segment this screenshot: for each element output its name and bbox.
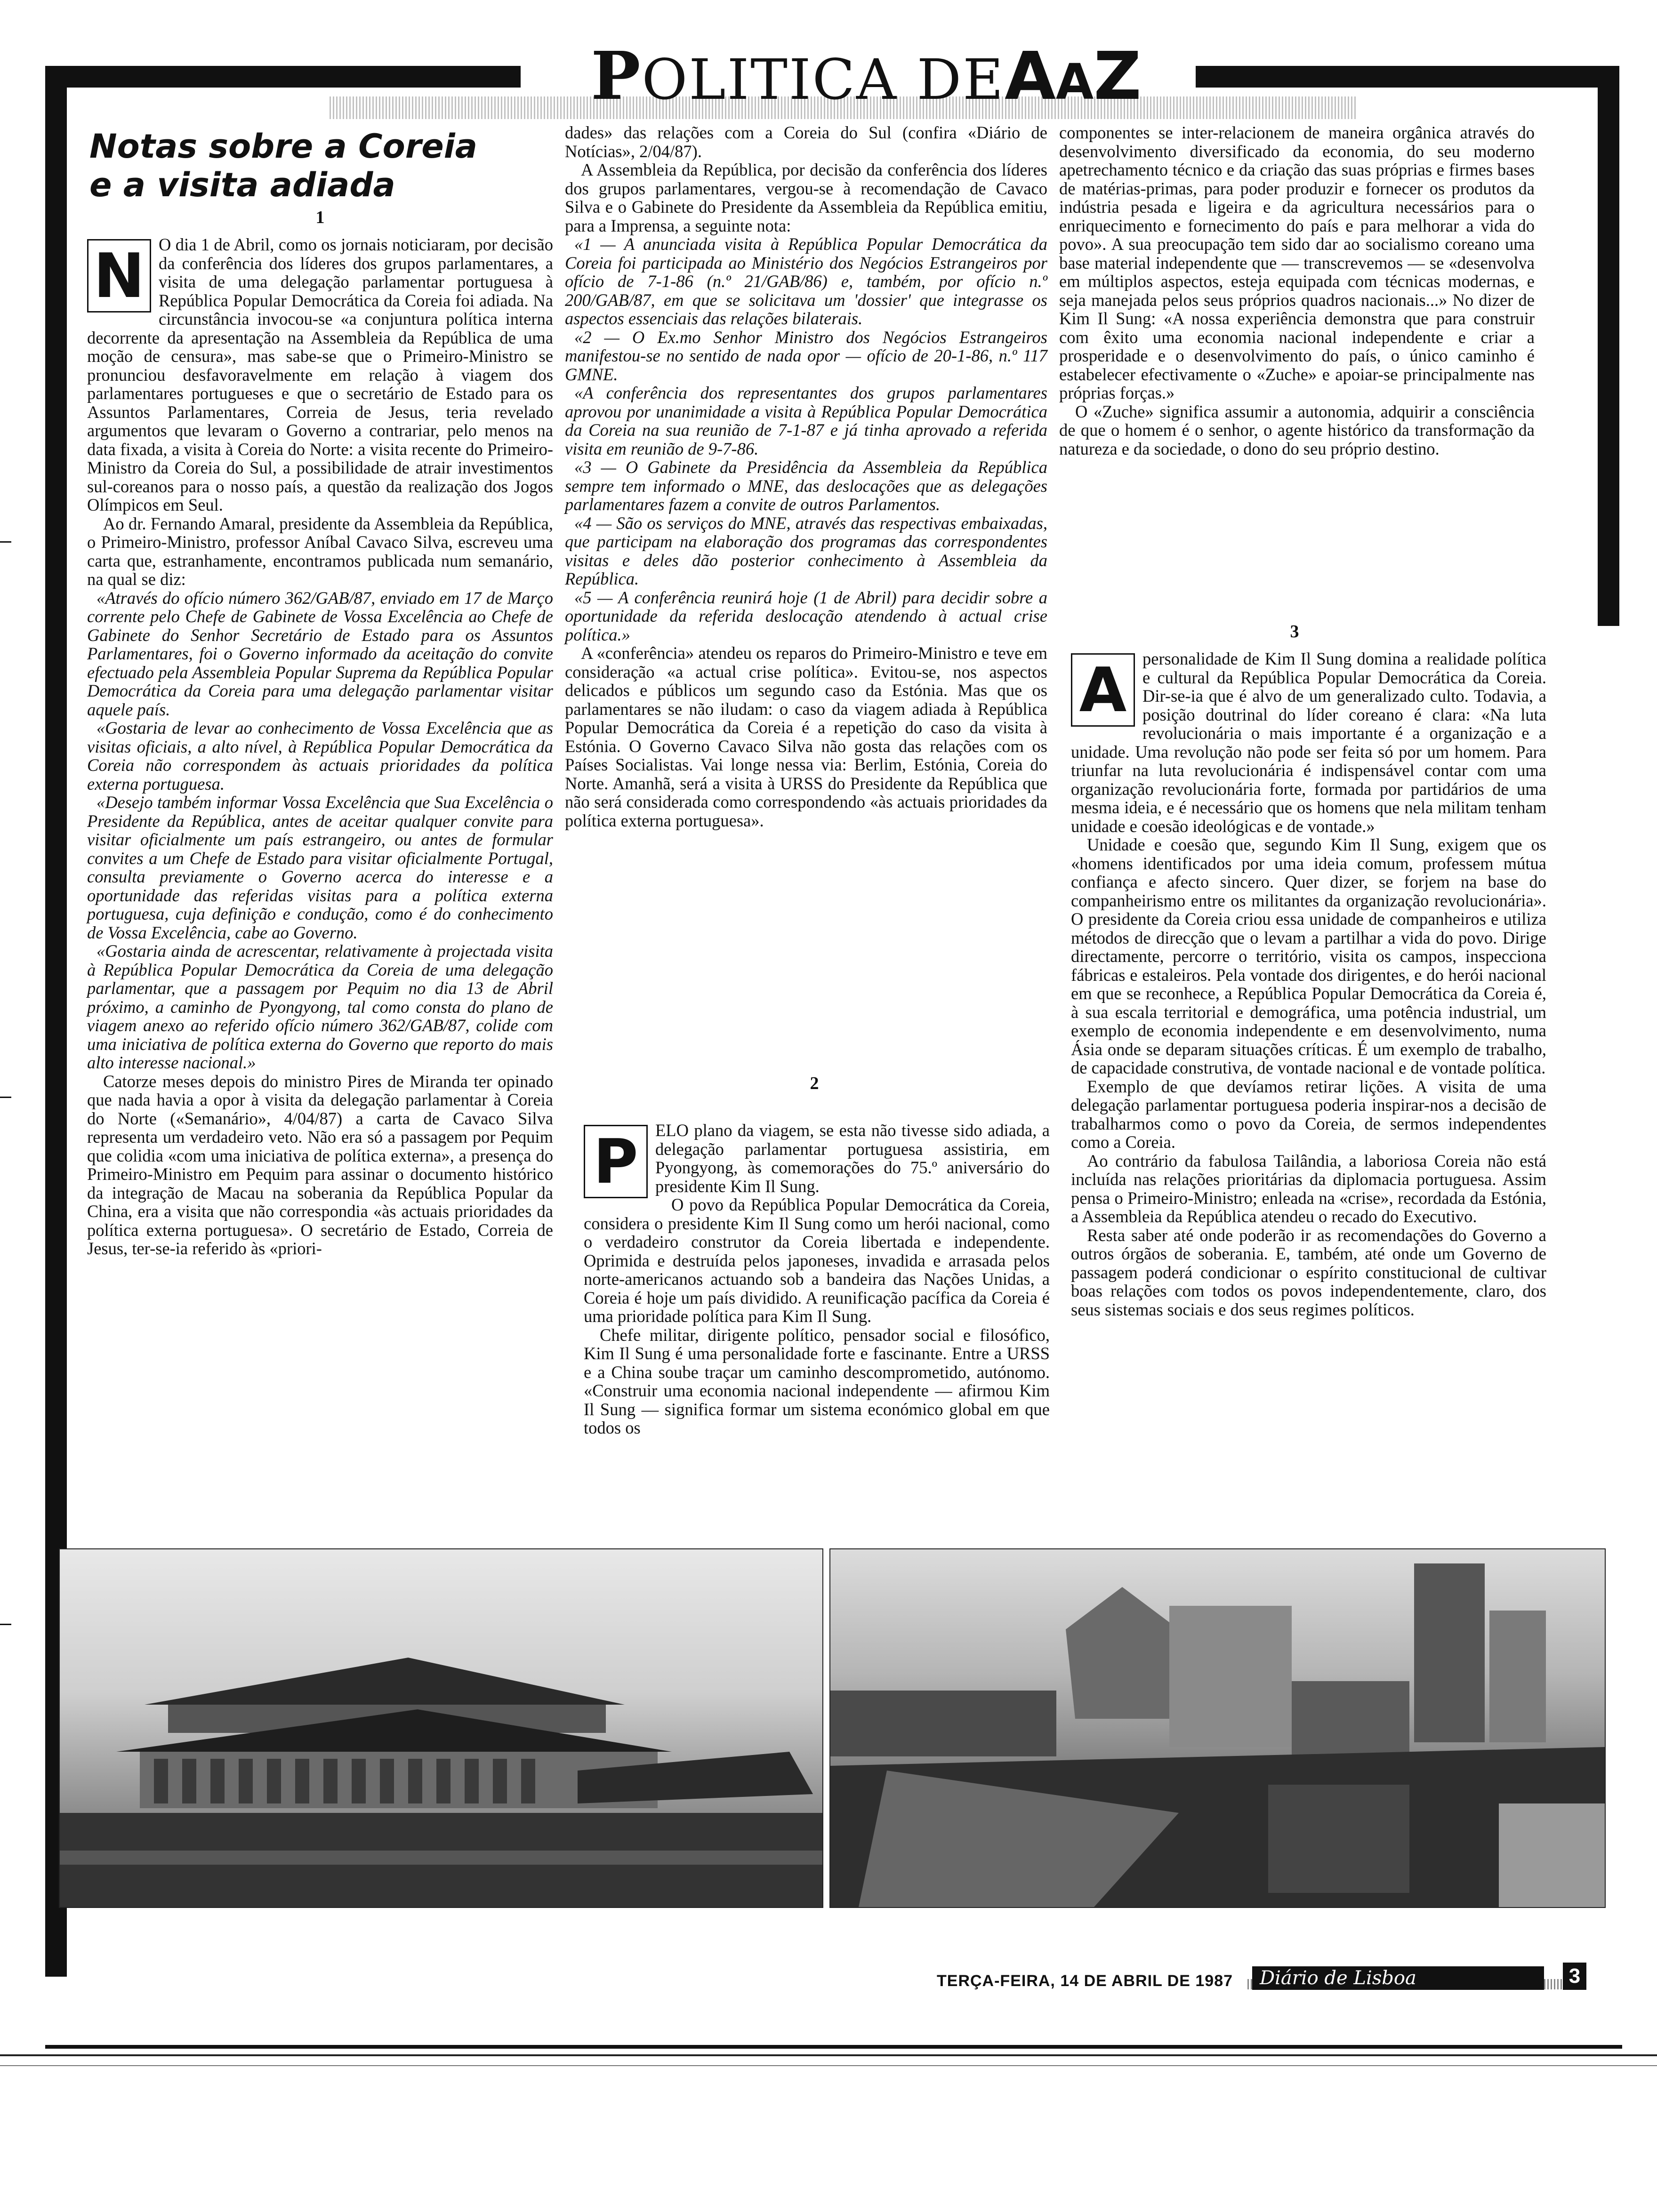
quote-paragraph: «Gostaria ainda de acrescentar, relativamente à projectada visita à República Popular Democrática da Coreia de uma delegação parlamentar, que a passagem por Pequim no dia 13 de Abril próximo, a caminho de Pyongyong, tal como consta do plano de viagem anexo ao referido ofício número 362/GAB/87, colide com uma iniciativa de política externa do Governo que reporto do mais alto interesse nacional.» [87, 941, 553, 1072]
paragraph: O dia 1 de Abril, como os jornais noticiaram, por decisão da conferência dos líderes dos grupos parlamentares, a visita de uma delegação parlamentar portuguesa à República Popular Democrática da Coreia foi adiada. Na circunstância invocou-se «a conjuntura política interna decorrente da apresentação na Assembleia da República de uma moção de censura», mas sabe-se que o Primeiro-Ministro se pronunciou desfavoravelmente em relação à viagem dos parlamentares portugueses e que o secretário de Estado para os Assuntos Parlamentares, Correia de Jesus, teria revelado argumentos que levaram o Governo a contrariar, pelo menos na data fixada, a visita à Coreia do Norte: a visita recente do Primeiro-Ministro da Coreia do Sul, a possibilidade de atrair investimentos sul-coreanos para o nosso país, a questão da realização dos Jogos Olímpicos em Seul. [87, 235, 553, 514]
column-3-section-3 [1071, 649, 1546, 1319]
margin-tick [0, 1624, 11, 1625]
section-title: POLITICA DEAAZ [591, 38, 1142, 115]
photo-city-skyline [829, 1548, 1606, 1908]
bottom-rule [0, 2054, 1657, 2056]
quote-paragraph: «1 — A anunciada visita à República Popular Democrática da Coreia foi participada ao Ministério dos Negócios Estrangeiros por ofício de 7-1-86 (n.º 21/GAB/86) e, também, por ofício n.º 200/GAB/87, em que se solicitava um 'dossier' que integrasse os aspectos essenciais das relações bilaterais. [565, 234, 1047, 328]
city-illustration [830, 1549, 1605, 1907]
frame-top-right-border [1196, 66, 1619, 88]
quote-paragraph: «2 — O Ex.mo Senhor Ministro dos Negócios Estrangeiros manifestou-se no sentido de nada opor — ofício de 20-1-86, n.º 117 GMNE. [565, 327, 1047, 384]
margin-tick [0, 541, 11, 543]
paragraph: Catorze meses depois do ministro Pires de Miranda ter opinado que nada havia a opor à visita da delegação parlamentar à Coreia do Norte («Semanário», 4/04/87) a carta de Cavaco Silva representa um verdadeiro veto. Não era só a passagem por Pequim que colidia «com uma iniciativa de política externa», a presença do Primeiro-Ministro em Pequim para assinar o documento histórico da integração de Macau na soberania da República Popular da China, era a visita que não correspondia «às actuais prioridades da política externa portuguesa». O secretário de Estado, Correia de Jesus, ter-se-ia referido às «priori- [87, 1071, 553, 1258]
quote-paragraph: «5 — A conferência reunirá hoje (1 de Abril) para decidir sobre a oportunidade da referida deslocação atendendo à actual crise política.» [565, 587, 1047, 644]
paragraph: O «Zuche» significa assumir a autonomia, adquirir a consciência de que o homem é o senhor, o agente histórico da transformação da natureza e da sociedade, o dono do seu próprio destino. [1059, 401, 1535, 458]
paragraph: componentes se inter-relacionem de maneira orgânica através do desenvolvimento diversificado da economia, do seu moderno apetrechamento técnico e da criação das suas próprias e firmes bases de matérias-primas, para poder produzir e fornecer os produtos da indústria pesada e ligeira e da agricultura necessários para o enriquecimento e fornecimento do país e para melhorar a vida do povo». A sua preocupação tem sido dar ao socialismo coreano uma base material independente que — transcrevemos — se «desenvolva em múltiplos aspectos, esteja equipada com técnicas modernas, e seja manejada pelos seus próprios quadros nacionais...» No dizer de Kim Il Sung: «A nossa experiência demonstra que para construir com êxito uma economia nacional independente e criar a prosperidade e o desenvolvimento do país, o único caminho é estabelecer efectivamente o «Zuche» e apoiar-se principalmente nas próprias forças.» [1059, 123, 1535, 402]
frame-top-border [45, 66, 521, 88]
section-number-1: 1 [315, 208, 325, 227]
headline-line-2: e a visita adiada [89, 166, 395, 204]
page-number: 3 [1563, 1963, 1586, 1990]
frame-right-border [1598, 66, 1619, 626]
article-headline [89, 127, 513, 204]
palace-illustration [60, 1549, 822, 1907]
dropcap-p: P [584, 1125, 648, 1198]
column-2-section-2 [584, 1121, 1050, 1437]
dropcap-n: N [87, 239, 151, 313]
margin-tick [0, 1097, 11, 1098]
frame-bottom-border [45, 2045, 1622, 2049]
headline-line-1: Notas sobre a Coreia [89, 127, 477, 166]
section-number-3: 3 [1290, 622, 1299, 641]
quote-paragraph: «4 — São os serviços do MNE, através das respectivas embaixadas, que participam na elaboração dos programas das correspondentes visitas e deles dão posterior conhecimento à Assembleia da República. [565, 513, 1047, 588]
quote-paragraph: «Gostaria de levar ao conhecimento de Vossa Excelência que as visitas oficiais, a alto nível, à República Popular Democrática da Coreia não correspondem às actuais prioridades da política externa portuguesa. [87, 718, 553, 793]
newspaper-masthead: Diário de Lisboa [1252, 1966, 1544, 1990]
paragraph: Chefe militar, dirigente político, pensador social e filosófico, Kim Il Sung é uma personalidade forte e fascinante. Entre a URSS e a China soube traçar um caminho descomprometido, autónomo. «Construir uma economia nacional independente — afirmou Kim Il Sung — significa formar um sistema económico global em que todos os [584, 1325, 1050, 1437]
issue-date: TERÇA-FEIRA, 14 DE ABRIL DE 1987 [937, 1972, 1233, 1990]
paragraph: ELO plano da viagem, se esta não tivesse sido adiada, a delegação parlamentar portuguesa assistiria, em Pyongyong, às comemorações do 75.º aniversário do presidente Kim Il Sung. [655, 1121, 1050, 1196]
paragraph: Ao dr. Fernando Amaral, presidente da Assembleia da República, o Primeiro-Ministro, professor Aníbal Cavaco Silva, escreveu uma carta que, estranhamente, encontramos publicada num semanário, na qual se diz: [87, 513, 553, 589]
paragraph: Unidade e coesão que, segundo Kim Il Sung, exigem que os «homens identificados por uma ideia comum, professem mútua confiança e afecto sincero. Quer dizer, se forjem na base do companheirismo entre os militantes da organização revolucionária». O presidente da Coreia criou essa unidade de companheiros e utiliza métodos de direcção que o levam a partilhar a vida do povo. Dirige directamente, percorre o território, visita os campos, inspecciona fábricas e estaleiros. Pela vontade dos dirigentes, e do herói nacional em que se reconhece, a República Popular Democrática da Coreia é, à sua escala territorial e demográfica, uma potência industrial, um exemplo de economia independente e em desenvolvimento, numa Ásia onde se deparam situações críticas. É um exemplo de trabalho, de capacidade construtiva, de vontade nacional e de vontade política. [1071, 835, 1546, 1077]
scan-line [0, 2065, 1657, 2066]
quote-paragraph: «Através do ofício número 362/GAB/87, enviado em 17 de Março corrente pelo Chefe de Gabinete de Vossa Excelência ao Chefe de Gabinete do Senhor Secretário de Estado para os Assuntos Parlamentares, foi o Governo informado da aceitação do convite efectuado pela Assembleia Popular Suprema da República Popular Democrática da Coreia para uma delegação parlamentar visitar aquele país. [87, 588, 553, 719]
quote-paragraph: «3 — O Gabinete da Presidência da Assembleia da República sempre tem informado o MNE, das deslocações que as delegações parlamentares fazem a convite de outros Parlamentos. [565, 457, 1047, 514]
quote-paragraph: «Desejo também informar Vossa Excelência que Sua Excelência o Presidente da República, antes de aceitar qualquer convite para visitar oficialmente um país estrangeiro, ou antes de formular convites a um Chefe de Estado para visitar oficialmente Portugal, consulta previamente o Governo acerca do interesse e a oportunidade das referidas visitas para a política externa portuguesa, cuja definição e condução, como é do conhecimento de Vossa Excelência, cabe ao Governo. [87, 793, 553, 942]
paragraph: A «conferência» atendeu os reparos do Primeiro-Ministro e teve em consideração «a actual crise política». Evitou-se, nos aspectos delicados e públicos um segundo caso da Estónia. Mas que os parlamentares se não iludam: o caso da viagem adiada à República Popular Democrática da Coreia é a repetição do caso da visita à Estónia. O Governo Cavaco Silva não gosta das relações com os Países Socialistas. Vai longe nessa via: Berlim, Estónia, Coreia do Norte. Amanhã, será a visita à URSS do Presidente da República que não será considerada como correspondendo «às actuais prioridades da política externa portuguesa». [565, 643, 1047, 830]
section-header [555, 38, 1177, 115]
paragraph: A Assembleia da República, por decisão da conferência dos líderes dos grupos parlamentares, vergou-se à recomendação de Cavaco Silva e o Gabinete do Presidente da Assembleia da República emitiu, para a Imprensa, a seguinte nota: [565, 160, 1047, 235]
paragraph: O povo da República Popular Democrática da Coreia, considera o presidente Kim Il Sung como um herói nacional, como o verdadeiro construtor da Coreia libertada e independente. Oprimida e destruída pelos japoneses, invadida e arrasada pelos norte-americanos actuando sob a bandeira das Nações Unidas, a Coreia é hoje um país dividido. A reunificação pacífica da Coreia é uma prioridade política para Kim Il Sung. [584, 1195, 1050, 1326]
paragraph: personalidade de Kim Il Sung domina a realidade política e cultural da República Popular Democrática da Coreia. Dir-se-ia que é alvo de um generalizado culto. Todavia, a posição doutrinal do líder coreano é clara: «Na luta revolucionária o mais importante é a organização e a unidade. Uma revolução não pode ser feita só por um homem. Para triunfar na luta revolucionária é indispensável contar com uma organização revolucionária forte, formada por partidários de uma mesma ideia, e é necessário que os homens que nela militam tenham unidade e coesão ideológicas e de vontade.» [1071, 649, 1546, 836]
paragraph: Ao contrário da fabulosa Tailândia, a laboriosa Coreia não está incluída nas relações prioritárias da diplomacia portuguesa. Assim pensa o Primeiro-Ministro; enleada na «crise», recordada da Estónia, a Assembleia da República atendeu o recado do Executivo. [1071, 1151, 1546, 1226]
photo-palace-building [59, 1548, 823, 1908]
section-number-2: 2 [810, 1074, 819, 1093]
paragraph: dades» das relações com a Coreia do Sul (confira «Diário de Notícias», 2/04/87). [565, 123, 1047, 161]
column-1 [87, 235, 553, 1258]
dropcap-a: A [1071, 653, 1135, 727]
column-3 [1059, 123, 1535, 458]
paragraph: Exemplo de que devíamos retirar lições. A visita de uma delegação parlamentar portuguesa poderia inspirar-nos a decisão de trabalharmos como o povo da Coreia, de sermos independentes como a Coreia. [1071, 1076, 1546, 1152]
quote-paragraph: «A conferência dos representantes dos grupos parlamentares aprovou por unanimidade a visita à República Popular Democrática da Coreia na sua reunião de 7-1-87 e já tinha aprovado a referida visita em reunião de 9-7-86. [565, 383, 1047, 458]
column-2 [565, 123, 1047, 830]
paragraph: Resta saber até onde poderão ir as recomendações do Governo a outros órgãos de soberania. E, também, até onde um Governo de passagem poderá condicionar o espírito constitucional de cultivar boas relações com todos os povos independentemente, claro, dos seus sistemas sociais e dos seus regimes políticos. [1071, 1225, 1546, 1319]
